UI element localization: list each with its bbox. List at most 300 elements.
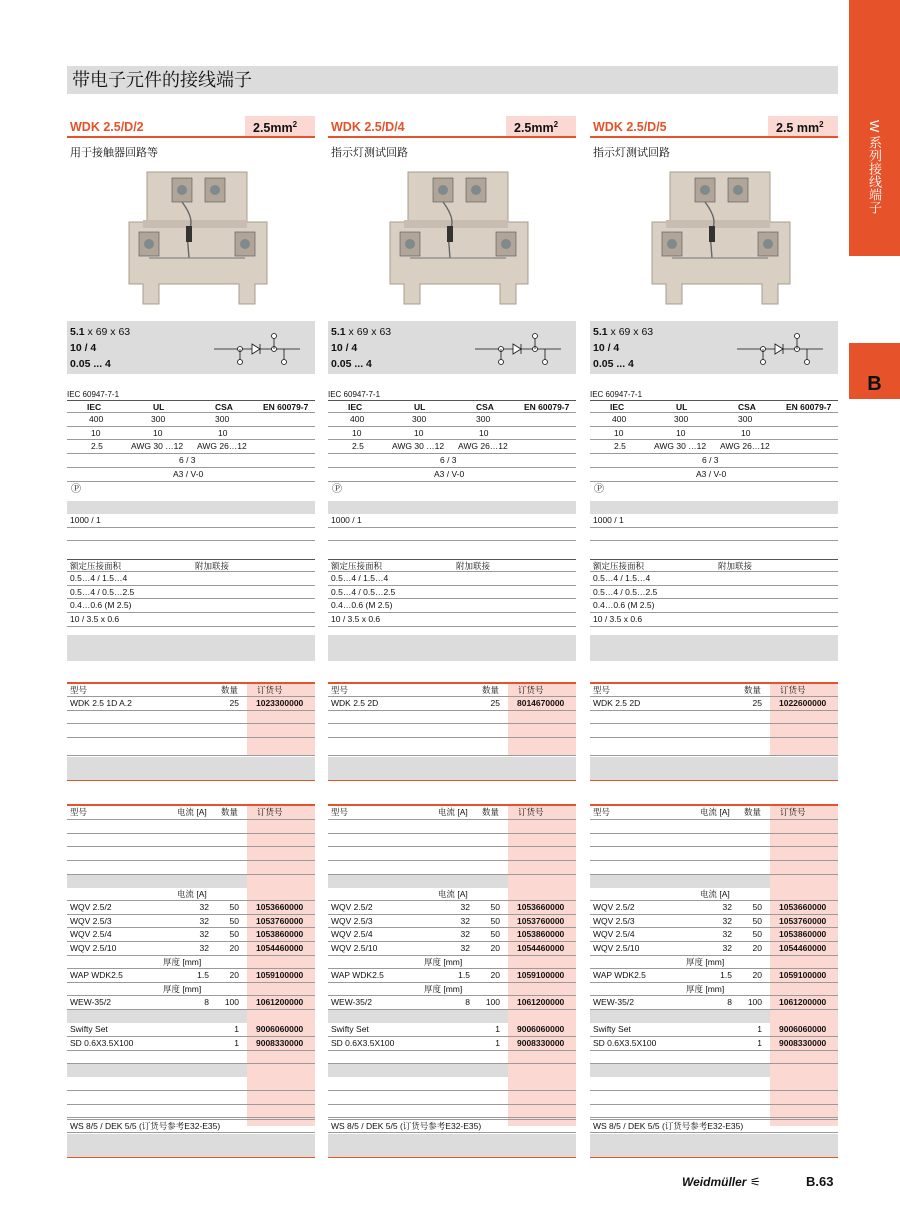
blank-row: [328, 1077, 576, 1091]
acc-current: 32: [199, 943, 209, 953]
thickness-label-row: [590, 956, 838, 969]
class-row: [67, 468, 315, 482]
blank-row: [67, 834, 315, 847]
value: 0.4…0.6 (M 2.5): [593, 600, 655, 610]
blank-row: [67, 820, 315, 834]
approval-current-row: [590, 427, 838, 440]
col-csa: CSA: [738, 402, 756, 412]
value: AWG 26…12: [458, 441, 508, 451]
col-en: EN 60079-7: [524, 402, 570, 412]
crimp-row: [67, 572, 315, 586]
acc-current: 32: [460, 902, 470, 912]
acc-qty: 20: [490, 970, 500, 980]
acc-qty: 50: [229, 916, 239, 926]
accessory-row[interactable]: [67, 969, 315, 983]
col-en: EN 60079-7: [786, 402, 832, 412]
brand-logo: Weidmüller ⚟: [682, 1175, 761, 1189]
value: 0.4…0.6 (M 2.5): [331, 600, 393, 610]
grey-band: [328, 875, 508, 888]
blank-row: [328, 738, 576, 756]
value: AWG 30 …12: [654, 441, 707, 451]
acc-qty: 100: [485, 997, 500, 1007]
insulation-row: [328, 514, 576, 528]
cross-section: $2.5mm^2$: [245, 116, 315, 136]
acc-qty: 1: [757, 1024, 762, 1034]
acc-type: WQV 2.5/4: [331, 929, 373, 939]
blank-row: [590, 1077, 838, 1091]
type-header: 型号: [70, 807, 88, 817]
approval-current-row: [328, 427, 576, 440]
value: 2.5: [614, 441, 626, 451]
acc-type: WQV 2.5/10: [331, 943, 378, 953]
accessory-row[interactable]: [328, 969, 576, 983]
product-column: [67, 116, 315, 1161]
rated-values: 10 / 4: [593, 342, 620, 354]
order-row[interactable]: [590, 697, 838, 711]
acc-order-number: 1054460000: [517, 943, 565, 953]
value: 300: [738, 414, 753, 424]
col-ul: UL: [153, 402, 165, 412]
dimensions: 5.1 x 69 x 63: [331, 326, 392, 338]
value: 2.5: [91, 441, 103, 451]
acc-qty: 1: [757, 1038, 762, 1048]
circuit-symbol-icon: [473, 331, 563, 367]
crimp-row: [328, 599, 576, 613]
value: 10: [218, 428, 228, 438]
acc-order-number: 1053760000: [779, 916, 827, 926]
grey-band: [590, 1064, 770, 1077]
crimp-row: [67, 586, 315, 599]
grey-band: [328, 635, 576, 661]
blank-row: [328, 834, 576, 847]
value: A3 / V-0: [173, 469, 204, 479]
qty-header: 数量: [482, 685, 500, 695]
qty-header: 数量: [221, 685, 239, 695]
blank-row: [590, 847, 838, 861]
dimensions-rest: x 69 x 63: [345, 326, 392, 338]
product-photo: [328, 162, 576, 316]
brand-mark-icon: ⚟: [749, 1175, 761, 1189]
acc-order-number: 1053860000: [779, 929, 827, 939]
crimp-header-1: 额定压接面积: [70, 561, 122, 571]
acc-type: WQV 2.5/3: [70, 916, 112, 926]
approval-wire-row: [328, 440, 576, 454]
crimp-row: [590, 613, 838, 627]
acc-type: Swifty Set: [331, 1024, 369, 1034]
order-type: WDK 2.5 2D: [331, 698, 379, 708]
value: 10 / 3.5 x 0.6: [593, 614, 643, 624]
accessory-row[interactable]: [67, 1023, 315, 1037]
type-header: 型号: [593, 685, 611, 695]
clamping-range: 0.05 ... 4: [331, 358, 372, 370]
value: 0.5…4 / 0.5…2.5: [593, 587, 658, 597]
accessory-row[interactable]: [328, 915, 576, 928]
blank-row: [67, 711, 315, 724]
value: 10: [676, 428, 686, 438]
accessory-row[interactable]: [328, 1037, 576, 1051]
marker-text: WS 8/5 / DEK 5/5 (订货号参考E32-E35): [70, 1121, 221, 1131]
impulse-row: [67, 454, 315, 468]
impulse-row: [590, 454, 838, 468]
iec-standard: IEC 60947-7-1: [67, 390, 120, 399]
blank-row: [328, 861, 576, 875]
dimensions-rest: x 69 x 63: [607, 326, 654, 338]
rated-values: 10 / 4: [70, 342, 97, 354]
value: 10: [614, 428, 624, 438]
acc-current: 32: [722, 902, 732, 912]
blank-row: [328, 847, 576, 861]
value: 10 / 3.5 x 0.6: [331, 614, 381, 624]
current-label: 电流 [A]: [438, 889, 468, 899]
current-label: 电流 [A]: [177, 889, 207, 899]
grey-band: [590, 1010, 770, 1023]
type-header: 型号: [331, 685, 349, 695]
blank-row: [67, 1091, 315, 1105]
marker-row[interactable]: [67, 1119, 315, 1133]
class-row: [590, 468, 838, 482]
value: 300: [151, 414, 166, 424]
crimp-header-row: [590, 559, 838, 572]
accessory-row[interactable]: [590, 915, 838, 928]
acc-order-number: 9008330000: [256, 1038, 304, 1048]
iec-standard: IEC 60947-7-1: [590, 390, 643, 399]
accessory-row[interactable]: [67, 928, 315, 942]
acc-order-number: 1059100000: [256, 970, 304, 980]
impulse-row: [328, 454, 576, 468]
product-subtitle: 指示灯测试回路: [593, 147, 670, 159]
blank-row: [328, 1091, 576, 1105]
acc-current: 32: [460, 943, 470, 953]
value: 2.5: [352, 441, 364, 451]
blank-row: [67, 528, 315, 541]
current-label-row: [328, 888, 576, 901]
qty-header: 数量: [744, 685, 762, 695]
acc-qty: 1: [495, 1024, 500, 1034]
ex-row: [328, 482, 576, 500]
acc-qty: 20: [752, 943, 762, 953]
accessory-row[interactable]: [590, 1023, 838, 1037]
crimp-row: [590, 572, 838, 586]
acc-qty: 20: [490, 943, 500, 953]
marker-row[interactable]: [590, 1119, 838, 1133]
crimp-header-2: 附加联接: [195, 561, 230, 571]
order-type: WDK 2.5 2D: [593, 698, 641, 708]
section-letter-tab[interactable]: B: [849, 343, 900, 399]
acc-type: WQV 2.5/4: [593, 929, 635, 939]
value: 400: [89, 414, 104, 424]
blank-row: [67, 861, 315, 875]
order-header-row: [590, 684, 838, 697]
order-qty: 25: [229, 698, 239, 708]
grey-band: [67, 1134, 315, 1157]
value: AWG 26…12: [197, 441, 247, 451]
crimp-row: [328, 586, 576, 599]
current-label-row: [590, 888, 838, 901]
product-photo: [590, 162, 838, 316]
insulation-row: [590, 514, 838, 528]
accessory-row[interactable]: [590, 969, 838, 983]
acc-type: WAP WDK2.5: [70, 970, 123, 980]
crimp-row: [328, 613, 576, 627]
acc-thickness: 1.5: [197, 970, 209, 980]
grey-band: [328, 757, 576, 780]
grey-band: [328, 1010, 508, 1023]
col-ul: UL: [414, 402, 426, 412]
approval-current-row: [67, 427, 315, 440]
acc-type: Swifty Set: [70, 1024, 108, 1034]
value: 6 / 3: [440, 455, 457, 465]
product-column: [590, 116, 838, 1161]
acc-type: WEW-35/2: [331, 997, 372, 1007]
grey-band: [67, 875, 247, 888]
section-rule: [67, 1157, 315, 1158]
blank-row: [328, 528, 576, 541]
acc-qty: 20: [229, 970, 239, 980]
accessory-row[interactable]: [590, 996, 838, 1010]
accessory-row[interactable]: [328, 996, 576, 1010]
acc-type: WAP WDK2.5: [331, 970, 384, 980]
thickness-label-row: [328, 983, 576, 996]
product-subtitle: 指示灯测试回路: [331, 147, 408, 159]
approval-voltage-row: [328, 413, 576, 427]
acc-order-number: 9006060000: [779, 1024, 827, 1034]
thickness-label-row: [590, 983, 838, 996]
grey-band: [328, 501, 576, 514]
acc-qty: 50: [490, 902, 500, 912]
value: 300: [476, 414, 491, 424]
value: 10: [352, 428, 362, 438]
acc-type: WQV 2.5/3: [331, 916, 373, 926]
accessory-row[interactable]: [590, 901, 838, 915]
current-header: 电流 [A]: [438, 807, 468, 817]
order-no-header: 订货号: [780, 807, 806, 817]
ex-row: [590, 482, 838, 500]
acc-qty: 1: [234, 1024, 239, 1034]
blank-row: [67, 724, 315, 738]
thickness-label: 厚度 [mm]: [163, 957, 202, 967]
order-number: 8014670000: [517, 698, 565, 708]
product-header: [328, 116, 576, 138]
acc-type: Swifty Set: [593, 1024, 631, 1034]
acc-current: 32: [722, 929, 732, 939]
value: 0.5…4 / 1.5…4: [70, 573, 128, 583]
marker-text: WS 8/5 / DEK 5/5 (订货号参考E32-E35): [331, 1121, 482, 1131]
insulation-row: [67, 514, 315, 528]
value: 300: [674, 414, 689, 424]
accessory-row[interactable]: [67, 942, 315, 956]
cross-section: $2.5mm^2$: [506, 116, 576, 136]
order-row[interactable]: [67, 697, 315, 711]
value: 6 / 3: [179, 455, 196, 465]
value: 300: [412, 414, 427, 424]
value: 300: [215, 414, 230, 424]
crimp-header-1: 额定压接面积: [593, 561, 645, 571]
crimp-header-row: [328, 559, 576, 572]
current-label-row: [67, 888, 315, 901]
cross-section: 2.5 $mm^2$: [768, 116, 838, 136]
thickness-label-row: [67, 956, 315, 969]
acc-thickness: 8: [727, 997, 732, 1007]
accessory-row[interactable]: [590, 928, 838, 942]
acc-order-number: 1054460000: [256, 943, 304, 953]
acc-type: SD 0.6X3.5X100: [331, 1038, 395, 1048]
acc-order-number: 1061200000: [256, 997, 304, 1007]
accessory-row[interactable]: [67, 996, 315, 1010]
acc-current: 32: [722, 943, 732, 953]
acc-type: WQV 2.5/4: [70, 929, 112, 939]
section-rule: [590, 780, 838, 781]
page-title: 带电子元件的接线端子: [67, 66, 838, 94]
section-rule: [328, 1157, 576, 1158]
grey-band: [328, 1134, 576, 1157]
acc-type: WQV 2.5/2: [593, 902, 635, 912]
value: 0.5…4 / 1.5…4: [331, 573, 389, 583]
accessory-row[interactable]: [328, 901, 576, 915]
acc-order-number: 1061200000: [779, 997, 827, 1007]
value: A3 / V-0: [434, 469, 465, 479]
accessory-row[interactable]: [67, 901, 315, 915]
accessory-row[interactable]: [328, 1023, 576, 1037]
spec-box: [67, 321, 315, 374]
order-number: 1022600000: [779, 698, 827, 708]
acc-type: WQV 2.5/2: [331, 902, 373, 912]
order-qty: 25: [752, 698, 762, 708]
accessory-row[interactable]: [67, 1037, 315, 1051]
accessory-row[interactable]: [328, 928, 576, 942]
grey-band: [590, 501, 838, 514]
blank-row: [590, 834, 838, 847]
current-label: 电流 [A]: [700, 889, 730, 899]
grey-band: [590, 757, 838, 780]
accessory-row[interactable]: [328, 942, 576, 956]
order-row[interactable]: [328, 697, 576, 711]
accessory-row[interactable]: [590, 1037, 838, 1051]
acc-order-number: 1059100000: [517, 970, 565, 980]
terminal-block-image: [67, 162, 315, 316]
current-header: 电流 [A]: [700, 807, 730, 817]
acc-order-number: 9008330000: [517, 1038, 565, 1048]
side-tab-label: W 系列接线端子: [867, 120, 882, 214]
ex-mark-icon: Ⓟ: [594, 484, 604, 495]
iec-standard: IEC 60947-7-1: [328, 390, 381, 399]
clamping-range: 0.05 ... 4: [593, 358, 634, 370]
acc-order-number: 1061200000: [517, 997, 565, 1007]
acc-current: 32: [722, 916, 732, 926]
clamping-range: 0.05 ... 4: [70, 358, 111, 370]
blank-row: [328, 820, 576, 834]
value: 10: [153, 428, 163, 438]
acc-order-number: 1053860000: [256, 929, 304, 939]
product-header: [67, 116, 315, 138]
approval-header-row: [590, 400, 838, 413]
approval-wire-row: [67, 440, 315, 454]
value: 10: [91, 428, 101, 438]
side-tab[interactable]: [849, 0, 900, 256]
order-type: WDK 2.5 1D A.2: [70, 698, 132, 708]
qty-header: 数量: [221, 807, 239, 817]
col-csa: CSA: [476, 402, 494, 412]
blank-row: [590, 1105, 838, 1118]
acc-order-number: 1053760000: [517, 916, 565, 926]
accessory-row[interactable]: [590, 942, 838, 956]
accessory-row[interactable]: [67, 915, 315, 928]
product-header: [590, 116, 838, 138]
blank-row: [328, 711, 576, 724]
crimp-row: [67, 599, 315, 613]
value: AWG 30 …12: [392, 441, 445, 451]
value: 1000 / 1: [331, 515, 362, 525]
dimensions: 5.1 x 69 x 63: [593, 326, 654, 338]
order-number: 1023300000: [256, 698, 304, 708]
blank-row: [590, 861, 838, 875]
grey-band: [67, 501, 315, 514]
blank-row: [590, 738, 838, 756]
acc-thickness: 1.5: [720, 970, 732, 980]
product-photo: [67, 162, 315, 316]
acc-qty: 50: [229, 902, 239, 912]
acc-order-number: 9006060000: [256, 1024, 304, 1034]
acc-order-number: 1054460000: [779, 943, 827, 953]
ex-mark-icon: Ⓟ: [71, 484, 81, 495]
acc-current: 32: [199, 916, 209, 926]
blank-row: [590, 1091, 838, 1105]
blank-row: [328, 724, 576, 738]
crimp-header-2: 附加联接: [456, 561, 491, 571]
acc-qty: 20: [229, 943, 239, 953]
section-rule: [67, 780, 315, 781]
col-en: EN 60079-7: [263, 402, 309, 412]
value: A3 / V-0: [696, 469, 727, 479]
blank-row: [590, 711, 838, 724]
acc-current: 32: [199, 929, 209, 939]
thickness-label-row: [328, 956, 576, 969]
crimp-header-2: 附加联接: [718, 561, 753, 571]
value: 10: [479, 428, 489, 438]
acc-thickness: 1.5: [458, 970, 470, 980]
thickness-label-row: [67, 983, 315, 996]
value: 0.4…0.6 (M 2.5): [70, 600, 132, 610]
acc-type: WQV 2.5/3: [593, 916, 635, 926]
ex-row: [67, 482, 315, 500]
marker-row[interactable]: [328, 1119, 576, 1133]
blank-row: [328, 1105, 576, 1118]
acc-qty: 1: [234, 1038, 239, 1048]
value: 10: [741, 428, 751, 438]
blank-row: [590, 1051, 838, 1064]
value: 0.5…4 / 1.5…4: [593, 573, 651, 583]
circuit-symbol-icon: [735, 331, 825, 367]
dimensions: 5.1 x 69 x 63: [70, 326, 131, 338]
circuit-symbol-icon: [212, 331, 302, 367]
section-rule: [328, 780, 576, 781]
order-no-header: 订货号: [257, 807, 283, 817]
blank-row: [67, 1077, 315, 1091]
blank-row: [67, 1051, 315, 1064]
terminal-block-image: [590, 162, 838, 316]
acc-current: 32: [460, 916, 470, 926]
blank-row: [328, 1051, 576, 1064]
type-header: 型号: [70, 685, 88, 695]
spec-box: [328, 321, 576, 374]
value: 10 / 3.5 x 0.6: [70, 614, 120, 624]
acc-type: WAP WDK2.5: [593, 970, 646, 980]
type-header: 型号: [331, 807, 349, 817]
order-no-header: 订货号: [780, 685, 806, 695]
grey-band: [67, 1064, 247, 1077]
blank-row: [67, 847, 315, 861]
class-row: [328, 468, 576, 482]
col-csa: CSA: [215, 402, 233, 412]
